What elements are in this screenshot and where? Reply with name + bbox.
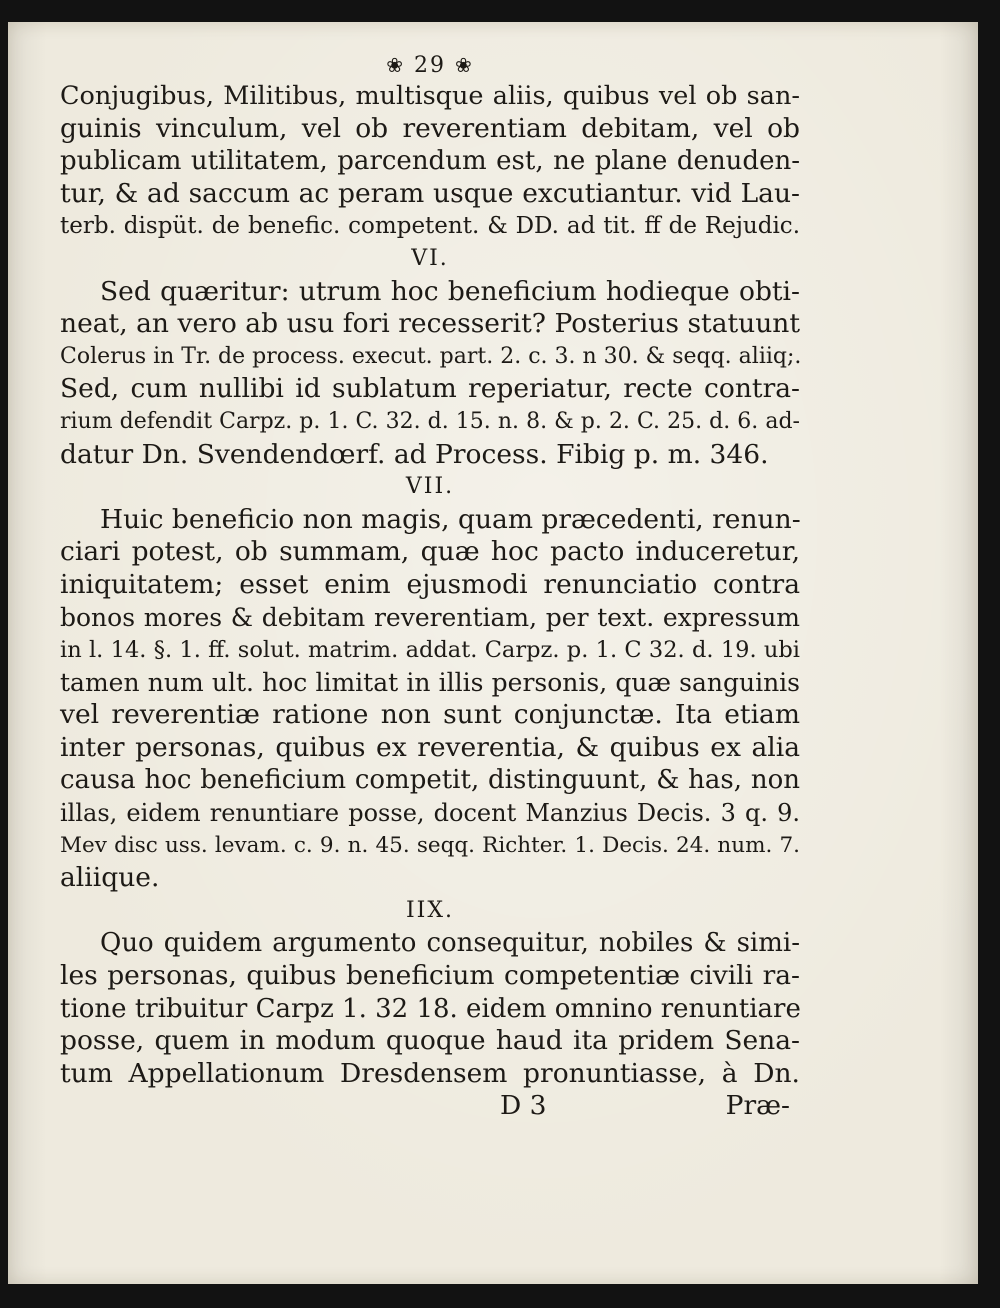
section-heading: VI. bbox=[411, 245, 449, 271]
text-line: Sed quæritur: utrum hoc beneficium hodieque obti- bbox=[100, 275, 800, 307]
page-footer bbox=[60, 1090, 800, 1123]
section-heading: VII. bbox=[405, 474, 455, 500]
text-line: aliique. bbox=[60, 862, 160, 894]
section-heading: IIX. bbox=[405, 897, 455, 923]
text-line: bonos mores & debitam reverentiam, per text. expressum bbox=[60, 602, 800, 632]
text-line: tur, & ad saccum ac peram usque excutiantur. vid Lau- bbox=[60, 177, 800, 209]
text-line: les personas, quibus beneficium competentiæ civili ra- bbox=[60, 960, 800, 992]
page-number: 29 bbox=[414, 53, 446, 78]
ornament-right-icon: ❀ bbox=[455, 53, 474, 77]
text-line: causa hoc beneficium competit, distinguunt, & has, non bbox=[60, 765, 800, 796]
ornament-left-icon: ❀ bbox=[386, 53, 405, 77]
text-line: neat, an vero ab usu fori recesserit? Posterius statuunt bbox=[60, 308, 800, 340]
text-line: tamen num ult. hoc limitat in illis personis, quæ sanguinis bbox=[60, 667, 800, 697]
text-line: iniquitatem; esset enim ejusmodi renunciatio contra bbox=[60, 568, 800, 600]
book-page bbox=[8, 22, 978, 1284]
text-line: tum Appellationum Dresdensem pronuntiasse, à Dn. bbox=[60, 1057, 800, 1089]
page-folio bbox=[60, 50, 800, 80]
page-text bbox=[60, 50, 800, 1123]
text-line: illas, eidem renuntiare posse, docent Manzius Decis. 3 q. 9. bbox=[60, 799, 800, 828]
signature-mark: D 3 bbox=[500, 1090, 547, 1122]
text-line: posse, quem in modum quoque haud ita pridem Sena- bbox=[60, 1025, 800, 1057]
text-line: in l. 14. §. 1. ff. solut. matrim. addat. Carpz. p. 1. C 32. d. 19. ubi bbox=[60, 637, 800, 664]
text-line: Colerus in Tr. de process. execut. part. 2. c. 3. n 30. & seqq. aliiq;. bbox=[60, 343, 802, 369]
text-line: publicam utilitatem, parcendum est, ne plane denuden- bbox=[60, 146, 800, 177]
catchword: Præ- bbox=[725, 1090, 790, 1122]
text-line: Quo quidem argumento consequitur, nobiles & simi- bbox=[100, 928, 800, 959]
text-line: inter personas, quibus ex reverentia, & quibus ex alia bbox=[60, 731, 800, 763]
text-line: guinis vinculum, vel ob reverentiam debitam, vel ob bbox=[60, 112, 800, 144]
text-line: Mev disc uss. levam. c. 9. n. 45. seqq. Richter. 1. Decis. 24. num. 7. bbox=[60, 832, 800, 858]
text-line: vel reverentiæ ratione non sunt conjunctæ. Ita etiam bbox=[60, 699, 800, 731]
text-line: Conjugibus, Militibus, multisque aliis, quibus vel ob san- bbox=[60, 81, 800, 111]
text-line: Sed, cum nullibi id sublatum reperiatur, recte contra- bbox=[60, 373, 800, 405]
text-line: ciari potest, ob summam, quæ hoc pacto induceretur, bbox=[60, 536, 800, 568]
text-line: terb. dispüt. de benefic. competent. & DD. ad tit. ff de Rejudic. bbox=[60, 213, 800, 240]
text-line: rium defendit Carpz. p. 1. C. 32. d. 15. n. 8. & p. 2. C. 25. d. 6. ad- bbox=[60, 408, 800, 434]
text-line: tione tribuitur Carpz 1. 32 18. eidem omnino renuntiare bbox=[60, 993, 801, 1024]
text-line: Huic beneficio non magis, quam præcedenti, renun- bbox=[100, 503, 801, 535]
text-line: datur Dn. Svendendœrf. ad Process. Fibig p. m. 346. bbox=[60, 438, 769, 470]
